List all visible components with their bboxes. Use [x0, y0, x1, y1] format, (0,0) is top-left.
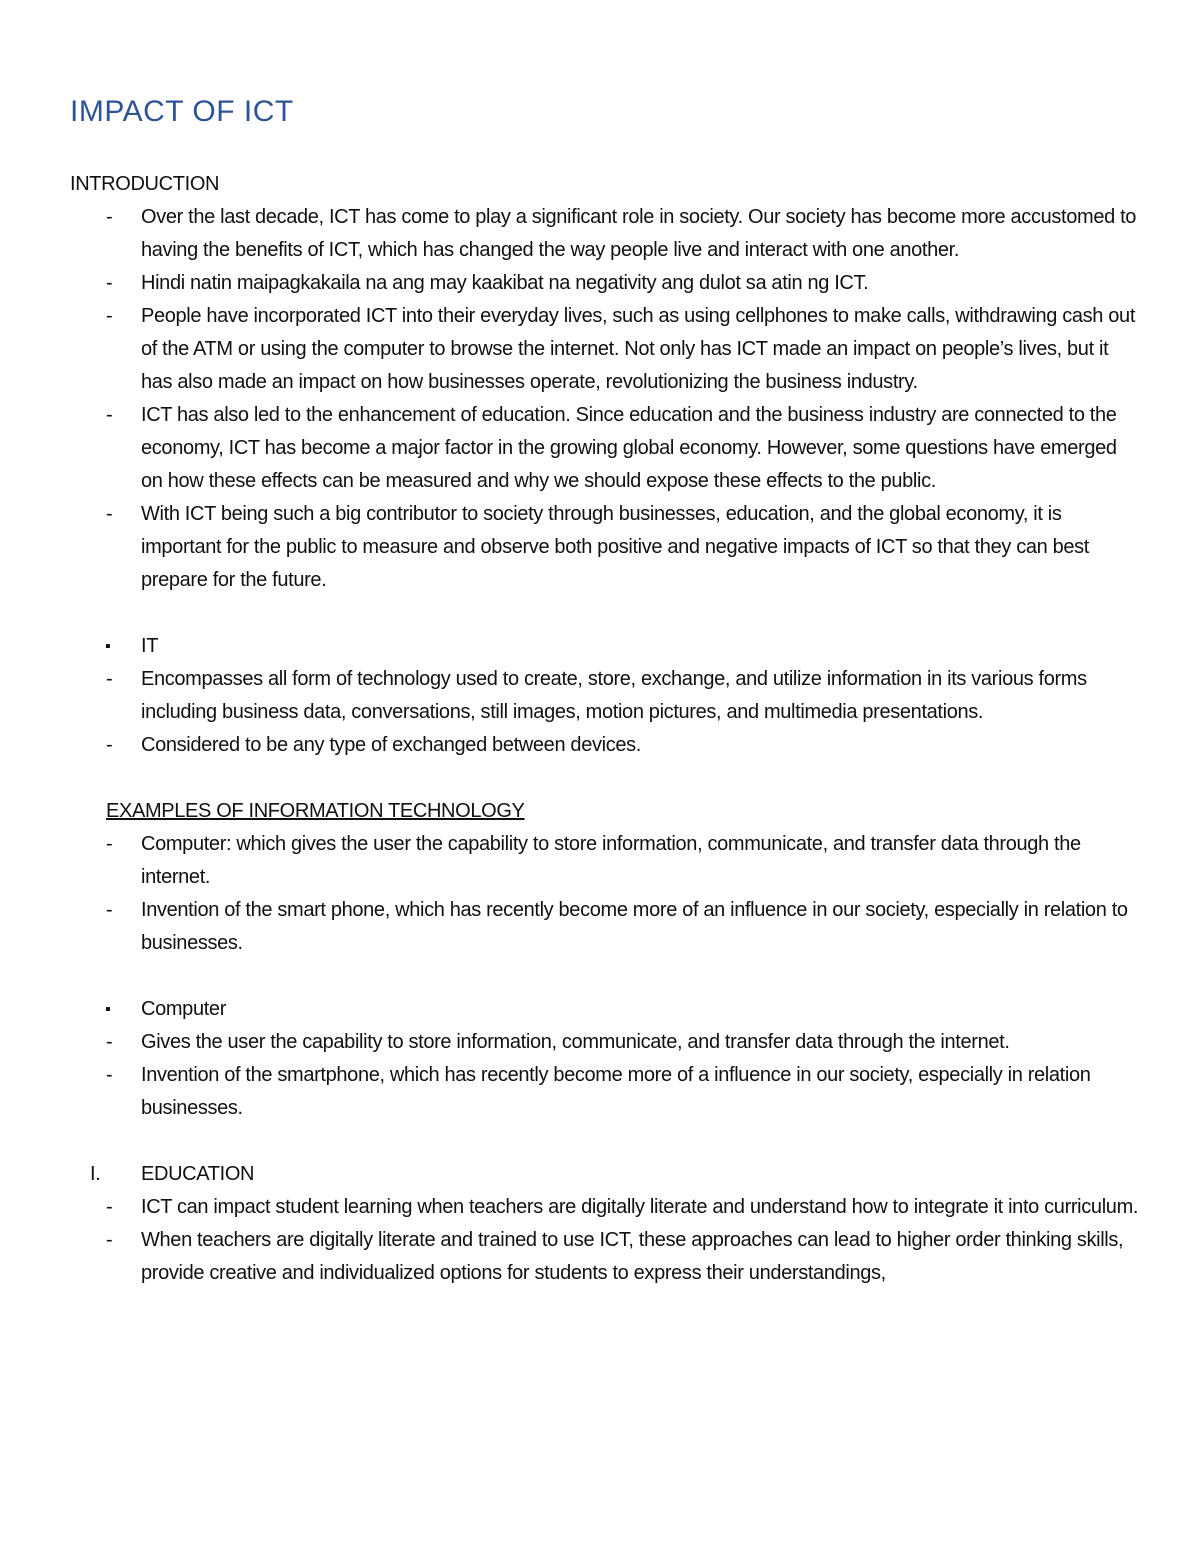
dash-marker: -: [106, 1196, 113, 1218]
list-item-text: Invention of the smartphone, which has recently become more of a influence in our society, especially in relation businesses.: [141, 1064, 1091, 1119]
roman-numeral: I.: [90, 1163, 101, 1185]
education-heading-text: EDUCATION: [141, 1163, 255, 1185]
dash-marker: -: [106, 1031, 113, 1053]
list-item: [70, 828, 1140, 894]
square-bullet-icon: ▪: [105, 1001, 111, 1018]
dash-marker: -: [106, 668, 113, 690]
list-item: [70, 1191, 1140, 1224]
computer-bullet-heading: [70, 993, 1140, 1026]
list-item-text: Over the last decade, ICT has come to play a significant role in society. Our society has become more accustomed to having the benefits of ICT, which has changed the way people live and interact with one another.: [141, 206, 1137, 261]
introduction-heading: INTRODUCTION: [70, 173, 220, 195]
computer-heading-text: Computer: [141, 998, 227, 1020]
spacer: [70, 597, 1140, 630]
dash-marker: -: [106, 1229, 113, 1251]
it-bullet-heading: [70, 630, 1140, 663]
dash-marker: -: [106, 833, 113, 855]
list-item: [70, 663, 1140, 729]
spacer: [70, 762, 1140, 795]
list-item-text: People have incorporated ICT into their everyday lives, such as using cellphones to make calls, withdrawing cash out of the ATM or using the computer to browse the internet. Not only has ICT made an impact on people’s lives, but it has also made an impact on how businesses operate, revolutionizing the business industry.: [141, 305, 1136, 393]
list-item: [70, 1224, 1140, 1290]
list-item: [70, 729, 1140, 762]
education-heading: [70, 1158, 1140, 1191]
list-item-text: When teachers are digitally literate and trained to use ICT, these approaches can lead to higher order thinking skills, provide creative and individualized options for students to express their understandings,: [141, 1229, 1124, 1284]
list-item-text: ICT can impact student learning when teachers are digitally literate and understand how to integrate it into curriculum.: [141, 1196, 1139, 1218]
spacer: [70, 1125, 1140, 1158]
list-item-text: Gives the user the capability to store information, communicate, and transfer data through the internet.: [141, 1031, 1010, 1053]
document-body: [70, 168, 1140, 1290]
list-item: [70, 498, 1140, 597]
dash-marker: -: [106, 899, 113, 921]
list-item: [70, 1059, 1140, 1125]
list-item-text: Hindi natin maipagkakaila na ang may kaakibat na negativity ang dulot sa atin ng ICT.: [141, 272, 869, 294]
dash-marker: -: [106, 206, 113, 228]
spacer: [70, 960, 1140, 993]
document-title: IMPACT OF ICT: [70, 95, 294, 128]
it-heading-text: IT: [141, 635, 159, 657]
list-item-text: Considered to be any type of exchanged between devices.: [141, 734, 641, 756]
dash-marker: -: [106, 1064, 113, 1086]
list-item-text: With ICT being such a big contributor to society through businesses, education, and the global economy, it is important for the public to measure and observe both positive and negative impacts of ICT so that they can best prepare for the future.: [141, 503, 1090, 591]
dash-marker: -: [106, 272, 113, 294]
dash-marker: -: [106, 503, 113, 525]
list-item: [70, 267, 1140, 300]
list-item: [70, 399, 1140, 498]
list-item: [70, 201, 1140, 267]
list-item-text: Encompasses all form of technology used to create, store, exchange, and utilize information in its various forms including business data, conversations, still images, motion pictures, and multimedia presentations.: [141, 668, 1087, 723]
list-item-text: Computer: which gives the user the capability to store information, communicate, and transfer data through the internet.: [141, 833, 1081, 888]
list-item: [70, 894, 1140, 960]
list-item: [70, 1026, 1140, 1059]
list-item: [70, 300, 1140, 399]
dash-marker: -: [106, 404, 113, 426]
dash-marker: -: [106, 734, 113, 756]
dash-marker: -: [106, 305, 113, 327]
list-item-text: ICT has also led to the enhancement of education. Since education and the business industry are connected to the economy, ICT has become a major factor in the growing global economy. However, some questions have emerged on how these effects can be measured and why we should expose these effects to the public.: [141, 404, 1117, 492]
square-bullet-icon: ▪: [105, 638, 111, 655]
examples-heading: EXAMPLES OF INFORMATION TECHNOLOGY: [106, 800, 525, 822]
list-item-text: Invention of the smart phone, which has recently become more of an influence in our society, especially in relation to businesses.: [141, 899, 1128, 954]
